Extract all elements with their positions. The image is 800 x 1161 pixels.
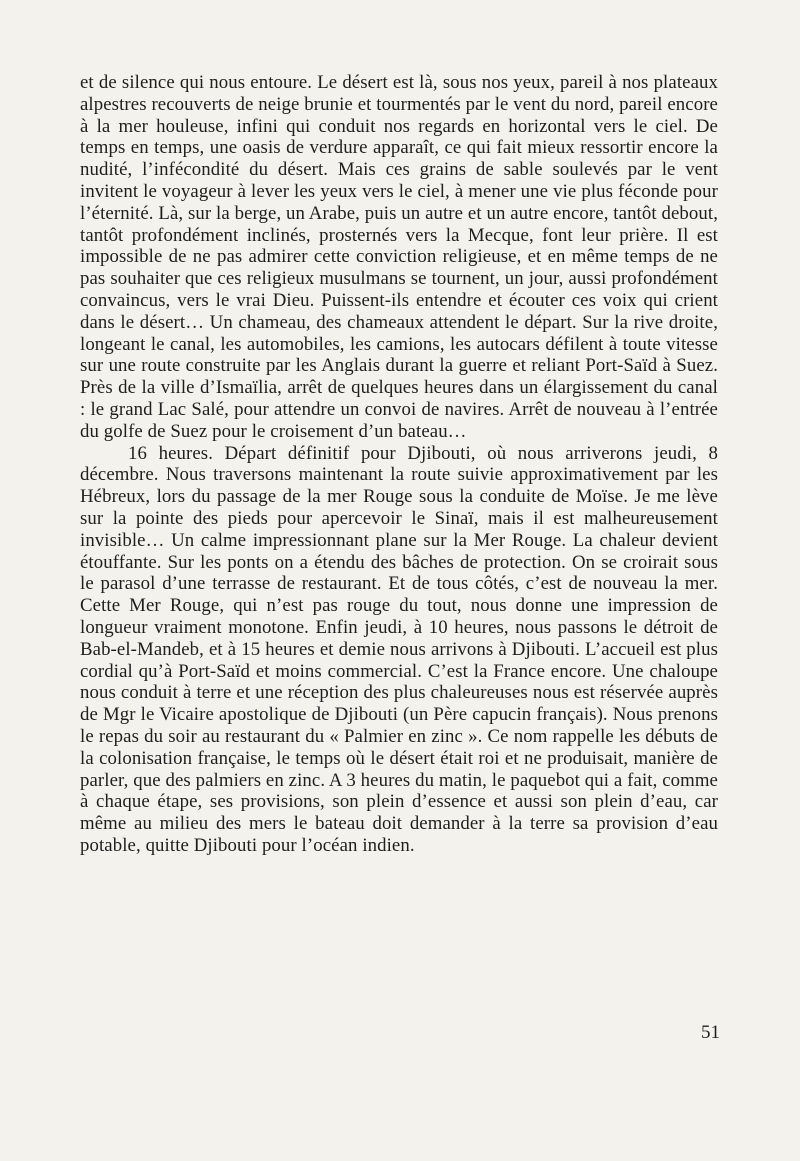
paragraph-1: et de silence qui nous entoure. Le désert est là, sous nos yeux, pareil à nos plateaux alpestres recouverts de neige brunie et tourmentés par le vent du nord, pareil encore à la mer houleuse, infini qui conduit nos regards en horizontal vers le ciel. De temps en temps, une oasis de verdure apparaît, ce qui fait mieux ressortir encore la nudité, l’infécondité du désert. Mais ces grains de sable soulevés par le vent invitent le voyageur à lever les yeux vers le ciel, à mener une vie plus féconde pour l’éternité. Là, sur la berge, un Arabe, puis un autre et un autre encore, tantôt debout, tantôt profondément inclinés, prosternés vers la Mecque, font leur prière. Il est impossible de ne pas admirer cette conviction religieuse, et en même temps de ne pas souhaiter que ces religieux musulmans se tournent, un jour, aussi profondément convaincus, vers le vrai Dieu. Puissent-ils entendre et écouter ces voix qui crient dans le désert… Un chameau, des chameaux attendent le départ. Sur la rive droite, longeant le canal, les automobiles, les camions, les autocars défilent à toute vitesse sur une route construite par les Anglais durant la guerre et reliant Port-Saïd à Suez. Près de la ville d’Ismaïlia, arrêt de quelques heures dans un élargissement du canal : le grand Lac Salé, pour attendre un convoi de navires. Arrêt de nouveau à l’entrée du golfe de Suez pour le croisement d’un bateau… <box>80 72 718 442</box>
page-number: 51 <box>701 1022 720 1043</box>
body-text <box>80 72 718 857</box>
paragraph-2: 16 heures. Départ définitif pour Djibouti, où nous arriverons jeudi, 8 décembre. Nous traversons maintenant la route suivie approximativement par les Hébreux, lors du passage de la mer Rouge sous la conduite de Moïse. Je me lève sur la pointe des pieds pour apercevoir le Sinaï, mais il est malheureusement invisible… Un calme impressionnant plane sur la Mer Rouge. La chaleur devient étouffante. Sur les ponts on a étendu des bâches de protection. On se croirait sous le parasol d’une terrasse de restaurant. Et de tous côtés, c’est de nouveau la mer. Cette Mer Rouge, qui n’est pas rouge du tout, nous donne une impression de longueur vraiment monotone. Enfin jeudi, à 10 heures, nous passons le détroit de Bab-el-Mandeb, et à 15 heures et demie nous arrivons à Djibouti. L’accueil est plus cordial qu’à Port-Saïd et moins commercial. C’est la France encore. Une chaloupe nous conduit à terre et une réception des plus chaleureuses nous est réservée auprès de Mgr le Vicaire apostolique de Djibouti (un Père capucin français). Nous prenons le repas du soir au restaurant du « Palmier en zinc ». Ce nom rappelle les débuts de la colonisation française, le temps où le désert était roi et ne produisait, manière de parler, que des palmiers en zinc. A 3 heures du matin, le paquebot qui a fait, comme à chaque étape, ses provisions, son plein d’essence et aussi son plein d’eau, car même au milieu des mers le bateau doit demander à la terre sa provision d’eau potable, quitte Djibouti pour l’océan indien. <box>80 442 718 856</box>
